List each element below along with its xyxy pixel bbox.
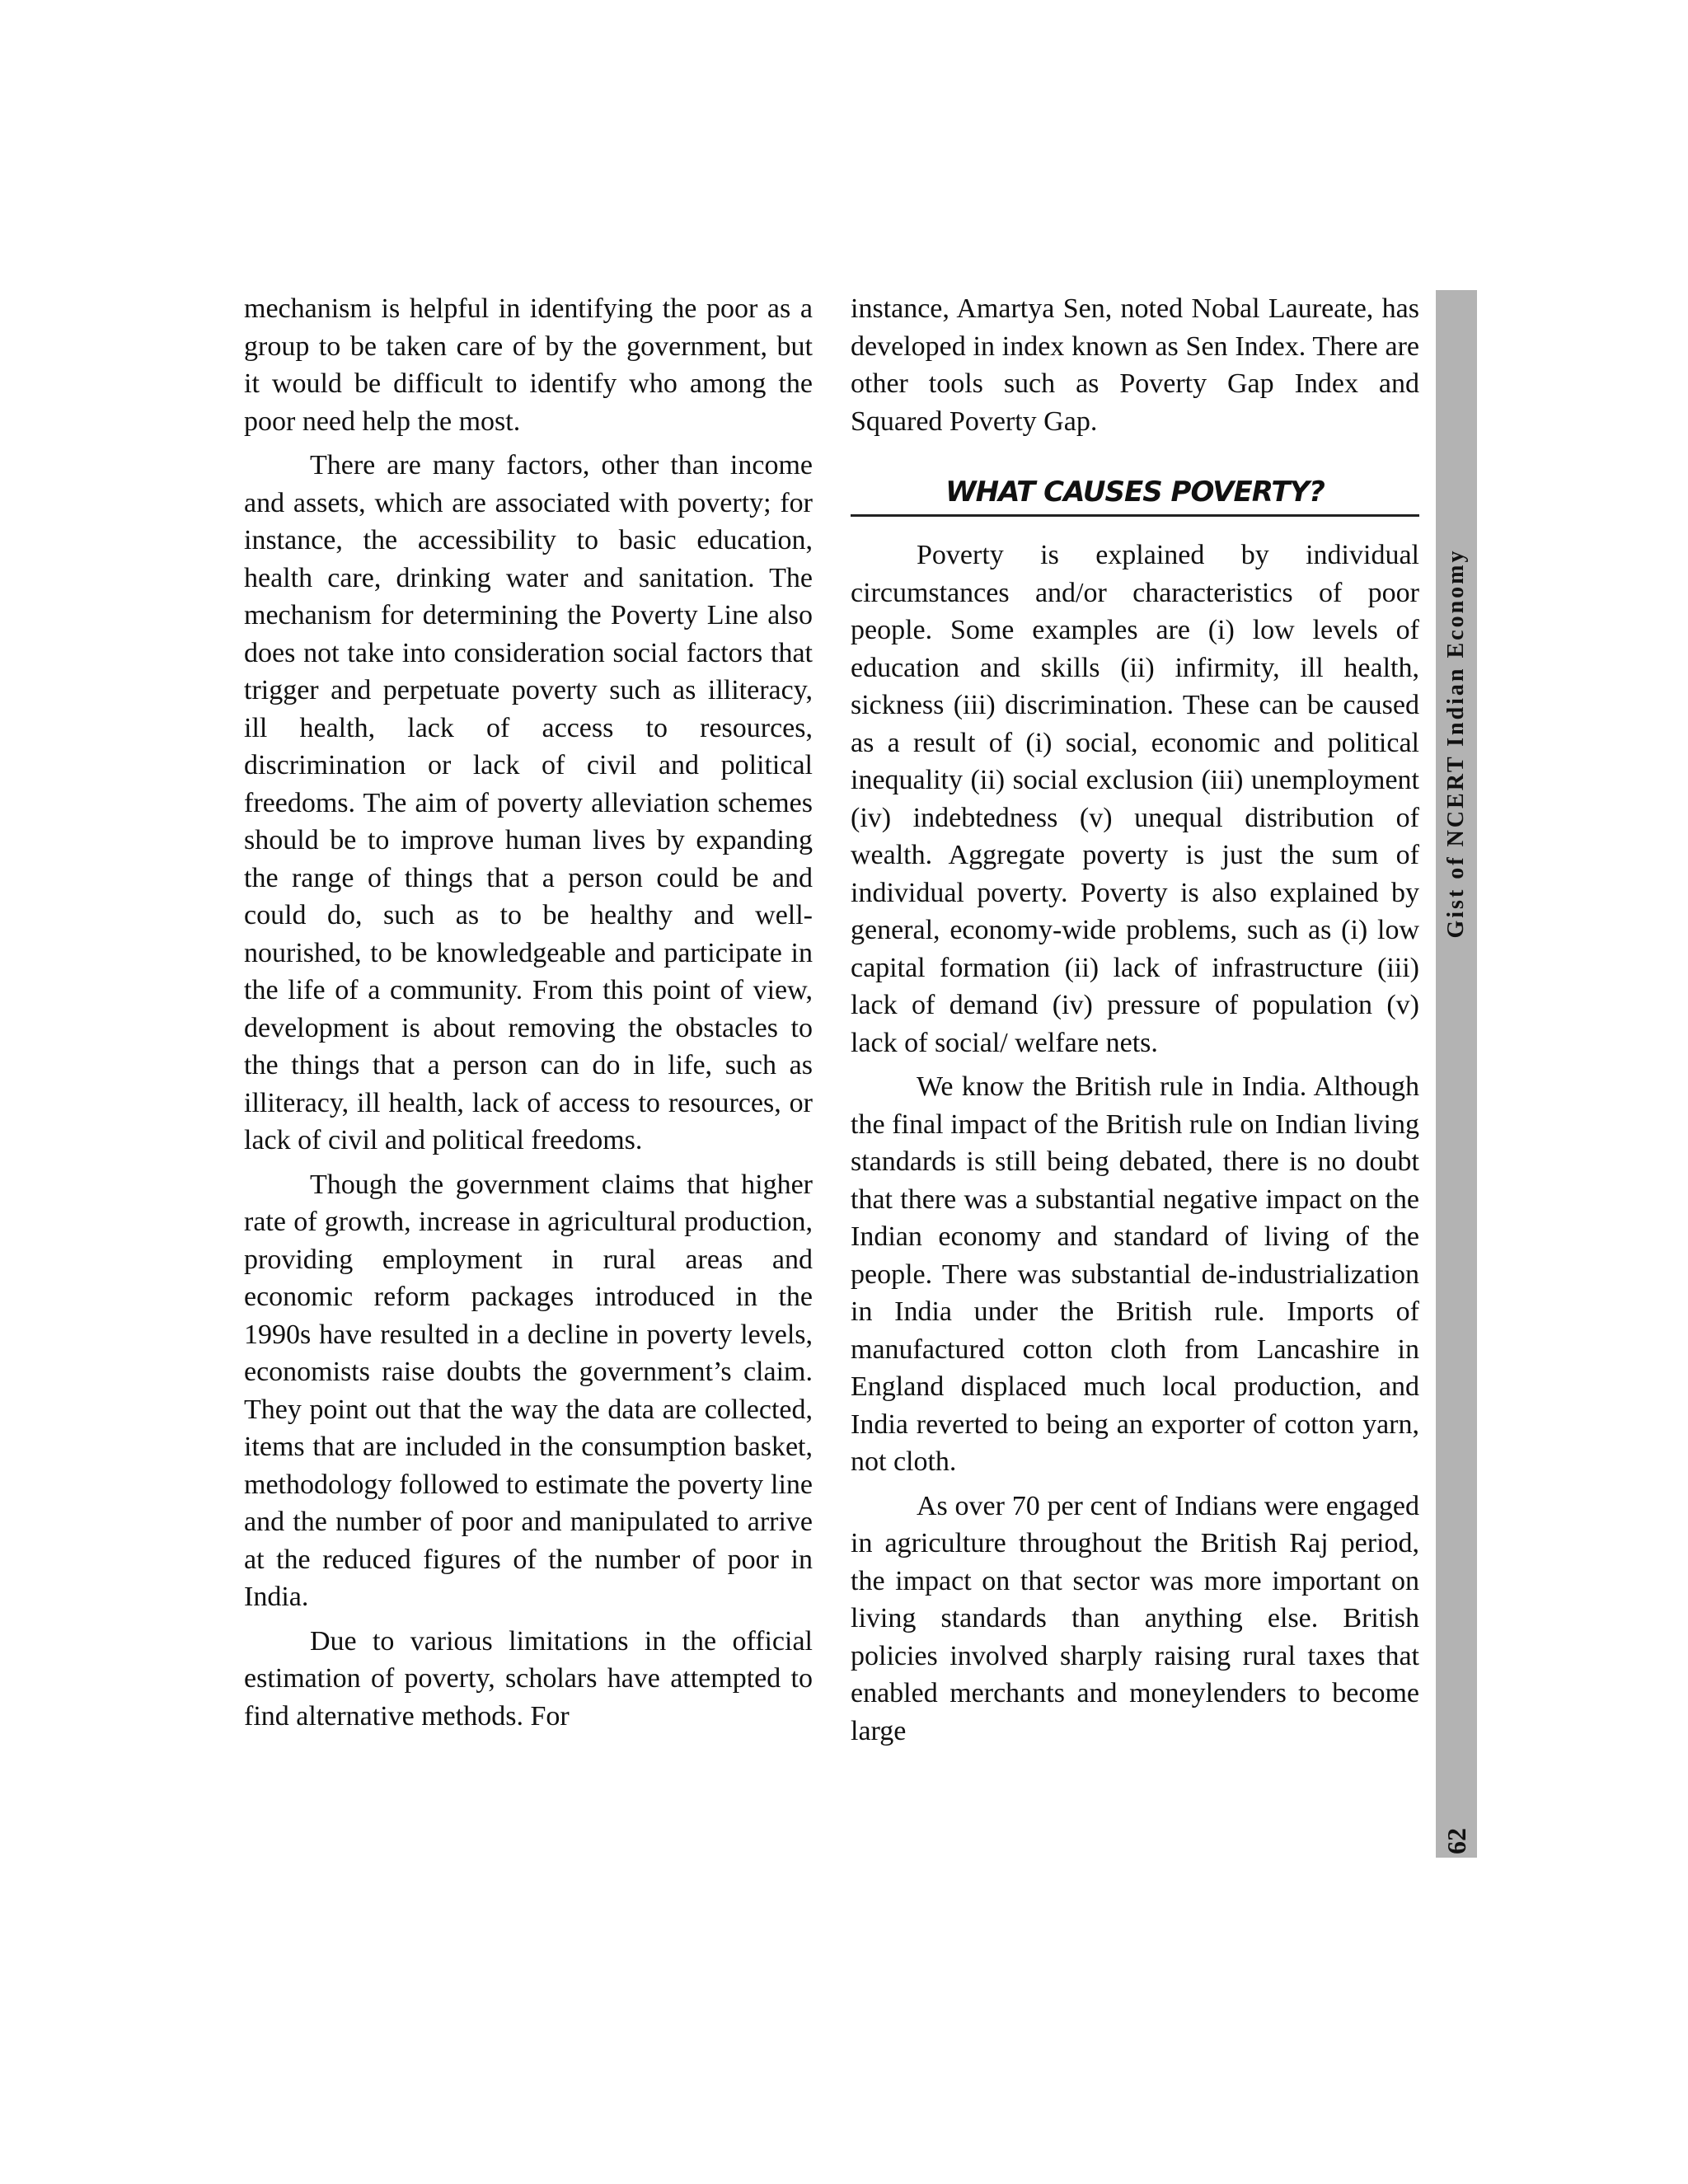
side-bar [1436, 290, 1477, 1858]
paragraph-government-claims: Though the government claims that higher rate of growth, increase in agricultural production, providing employment in rural areas and economic reform packages introduced in the 1990s have resulted in a decline in poverty levels, economists raise doubts the government’s claim. They point out that the way the data are collected, items that are included in the consumption basket, methodology followed to estimate the poverty line and the number of poor and manipulated to arrive at the reduced figures of the number of poor in India. [244, 1169, 813, 1612]
paragraph-continuation: mechanism is helpful in identifying the poor as a group to be taken care of by the government, but it would be difficult to identify who among the poor need help the most. [244, 293, 813, 437]
running-title-text: Gist of NCERT Indian Economy [1443, 548, 1469, 939]
left-column [244, 290, 813, 1741]
paragraph-agriculture: As over 70 per cent of Indians were engaged in agriculture throughout the British Raj period, the impact on that sector was more important on living standards than anything else. British policies involved sharply raising rural taxes that enabled merchants and moneylenders to become large [851, 1490, 1419, 1746]
section-heading-block [851, 471, 1419, 517]
paragraph-poverty-explained: Poverty is explained by individual circumstances and/or characteristics of poor people. Some examples are (i) low levels of education and skills (ii) infirmity, ill health, sickness (iii) discrimination. These can be caused as a result of (i) social, economic and political inequality (ii) social exclusion (iii) unemployment (iv) indebtedness (v) unequal distribution of wealth. Aggregate poverty is just the sum of individual poverty. Poverty is also explained by general, economy-wide problems, such as (i) low capital formation (ii) lack of infrastructure (iii) lack of demand (iv) pressure of population (v) lack of social/ welfare nets. [851, 540, 1419, 1058]
paragraph-british-rule: We know the British rule in India. Although the final impact of the British rule on Indian living standards is still being debated, there is no doubt that there was a substantial negative impact on the Indian economy and standard of living of the people. There was substantial de-industrialization in India under the British rule. Imports of manufactured cotton cloth from Lancashire in England displaced much local production, and India reverted to being an exporter of cotton yarn, not cloth. [851, 1071, 1419, 1477]
page-number: 62 [1441, 1828, 1471, 1854]
paragraph-limitations: Due to various limitations in the official estimation of poverty, scholars have attempted to find alternative methods. For [244, 1625, 813, 1732]
paragraph-factors: There are many factors, other than income and assets, which are associated with poverty; for instance, the accessibility to basic education, health care, drinking water and sanitation. The mechanism for determining the Poverty Line also does not take into consideration social factors that trigger and perpetuate poverty such as illiteracy, ill health, lack of access to resources, discrimination or lack of civil and political freedoms. The aim of poverty alleviation schemes should be to improve human lives by expanding the range of things that a person could be and could do, such as to be healthy and well-nourished, to be knowledgeable and participate in the life of a community. From this point of view, development is about removing the obstacles to the things that a person can do in life, such as illiteracy, ill health, lack of access to resources, or lack of civil and political freedoms. [244, 450, 813, 1155]
right-column [851, 290, 1419, 1756]
running-title [1443, 548, 1470, 939]
section-heading: WHAT CAUSES POVERTY? [945, 476, 1325, 509]
paragraph-sen-index: instance, Amartya Sen, noted Nobal Laureate, has developed in index known as Sen Index. There are other tools such as Poverty Gap Index and Squared Poverty Gap. [851, 293, 1419, 437]
